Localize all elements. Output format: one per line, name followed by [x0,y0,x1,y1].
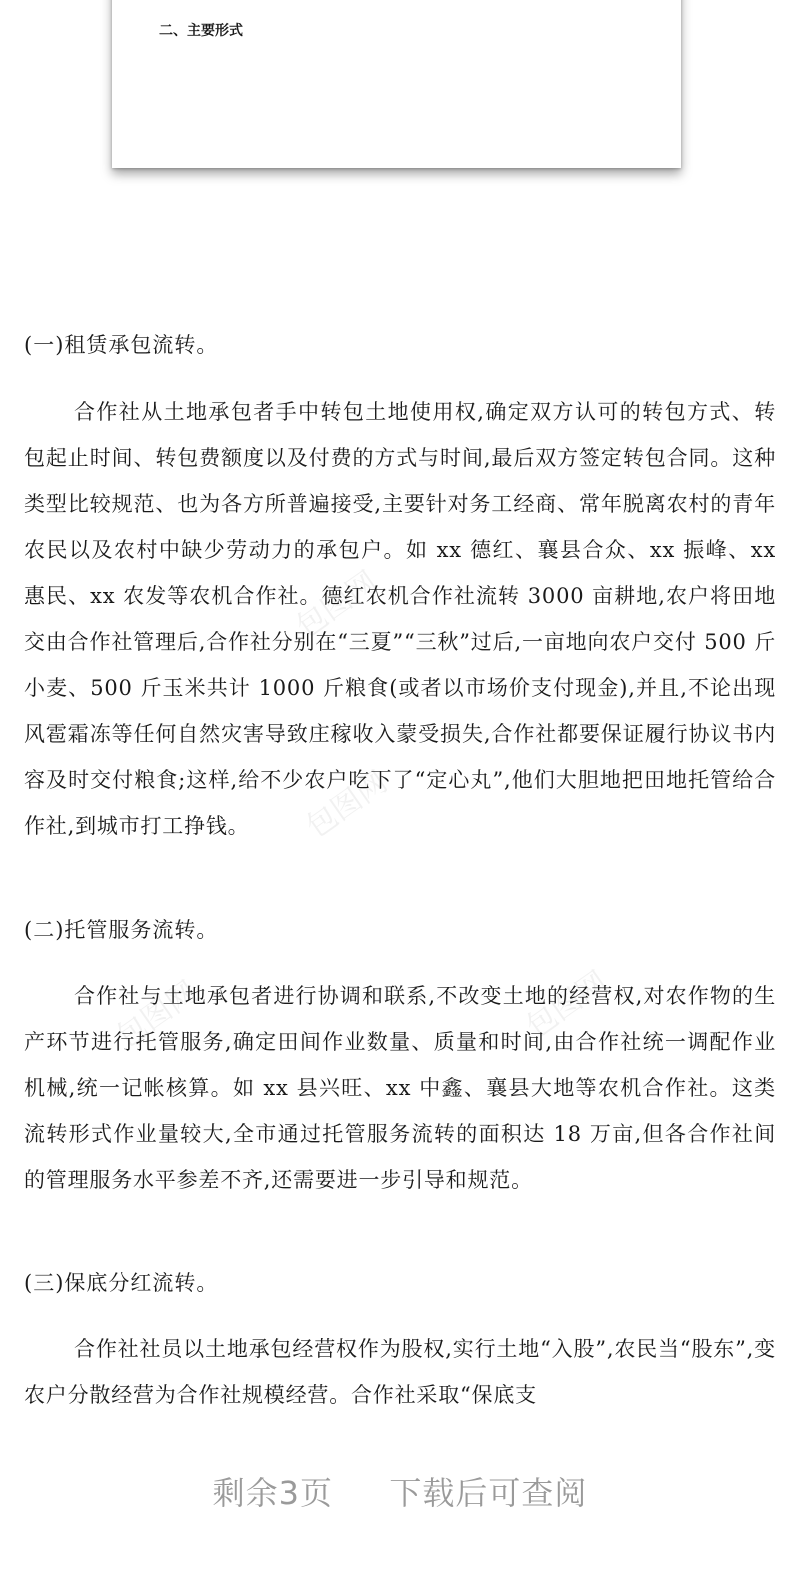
watermark: 包图网 [300,764,394,846]
watermark: 包图网 [290,564,384,646]
preview-heading: 二、主要形式 [159,23,243,39]
download-hint-text: 下载后可查阅 [389,1474,588,1512]
section-paragraph-1: 合作社从土地承包者手中转包土地使用权,确定双方认可的转包方式、转包起止时间、转包费额度以及付费的方式与时间,最后双方签定转包合同。这种类型比较规范、也为各方所普遍接受,主要针对务工经商、常年脱离农村的青年农民以及农村中缺少劳动力的承包户。如 xx 德红、襄县合众、xx 振峰、xx 惠民、xx 农发等农机合作社。德红农机合作社流转 3000 亩耕地,农户将田地交由合作社管理后,合作社分别在“三夏”“三秋”过后,一亩地向农户交付 500 斤小麦、500 斤玉米共计 1000 斤粮食(或者以市场价支付现金),并且,不论出现风雹霜冻等任何自然灾害导致庄稼收入蒙受损失,合作社都要保证履行协议书内容及时交付粮食;这样,给不少农户吃下了“定心丸”,他们大胆地把田地托管给合作社,到城市打工挣钱。 [24,400,776,838]
remaining-pages-text: 剩余3页 [212,1474,333,1512]
section-paragraph-2: 合作社与土地承包者进行协调和联系,不改变土地的经营权,对农作物的生产环节进行托管服务,确定田间作业数量、质量和时间,由合作社统一调配作业机械,统一记帐核算。如 xx 县兴旺、xx 中鑫、襄县大地等农机合作社。这类流转形式作业量较大,全市通过托管服务流转的面积达 18 万亩,但各合作社间的管理服务水平参差不齐,还需要进一步引导和规范。 [24,984,776,1192]
section-heading-3: (三)保底分红流转。 [24,1271,219,1295]
section-paragraph-3: 合作社社员以土地承包经营权作为股权,实行土地“入股”,农民当“股东”,变农户分散经营为合作社规模经营。合作社采取“保底支 [24,1337,776,1407]
watermark: 包图网 [520,964,614,1046]
watermark: 包图网 [110,974,204,1056]
download-prompt[interactable] [0,1468,800,1514]
preview-card [112,0,681,168]
section-heading-2: (二)托管服务流转。 [24,918,219,942]
section-heading-1: (一)租赁承包流转。 [24,333,219,357]
